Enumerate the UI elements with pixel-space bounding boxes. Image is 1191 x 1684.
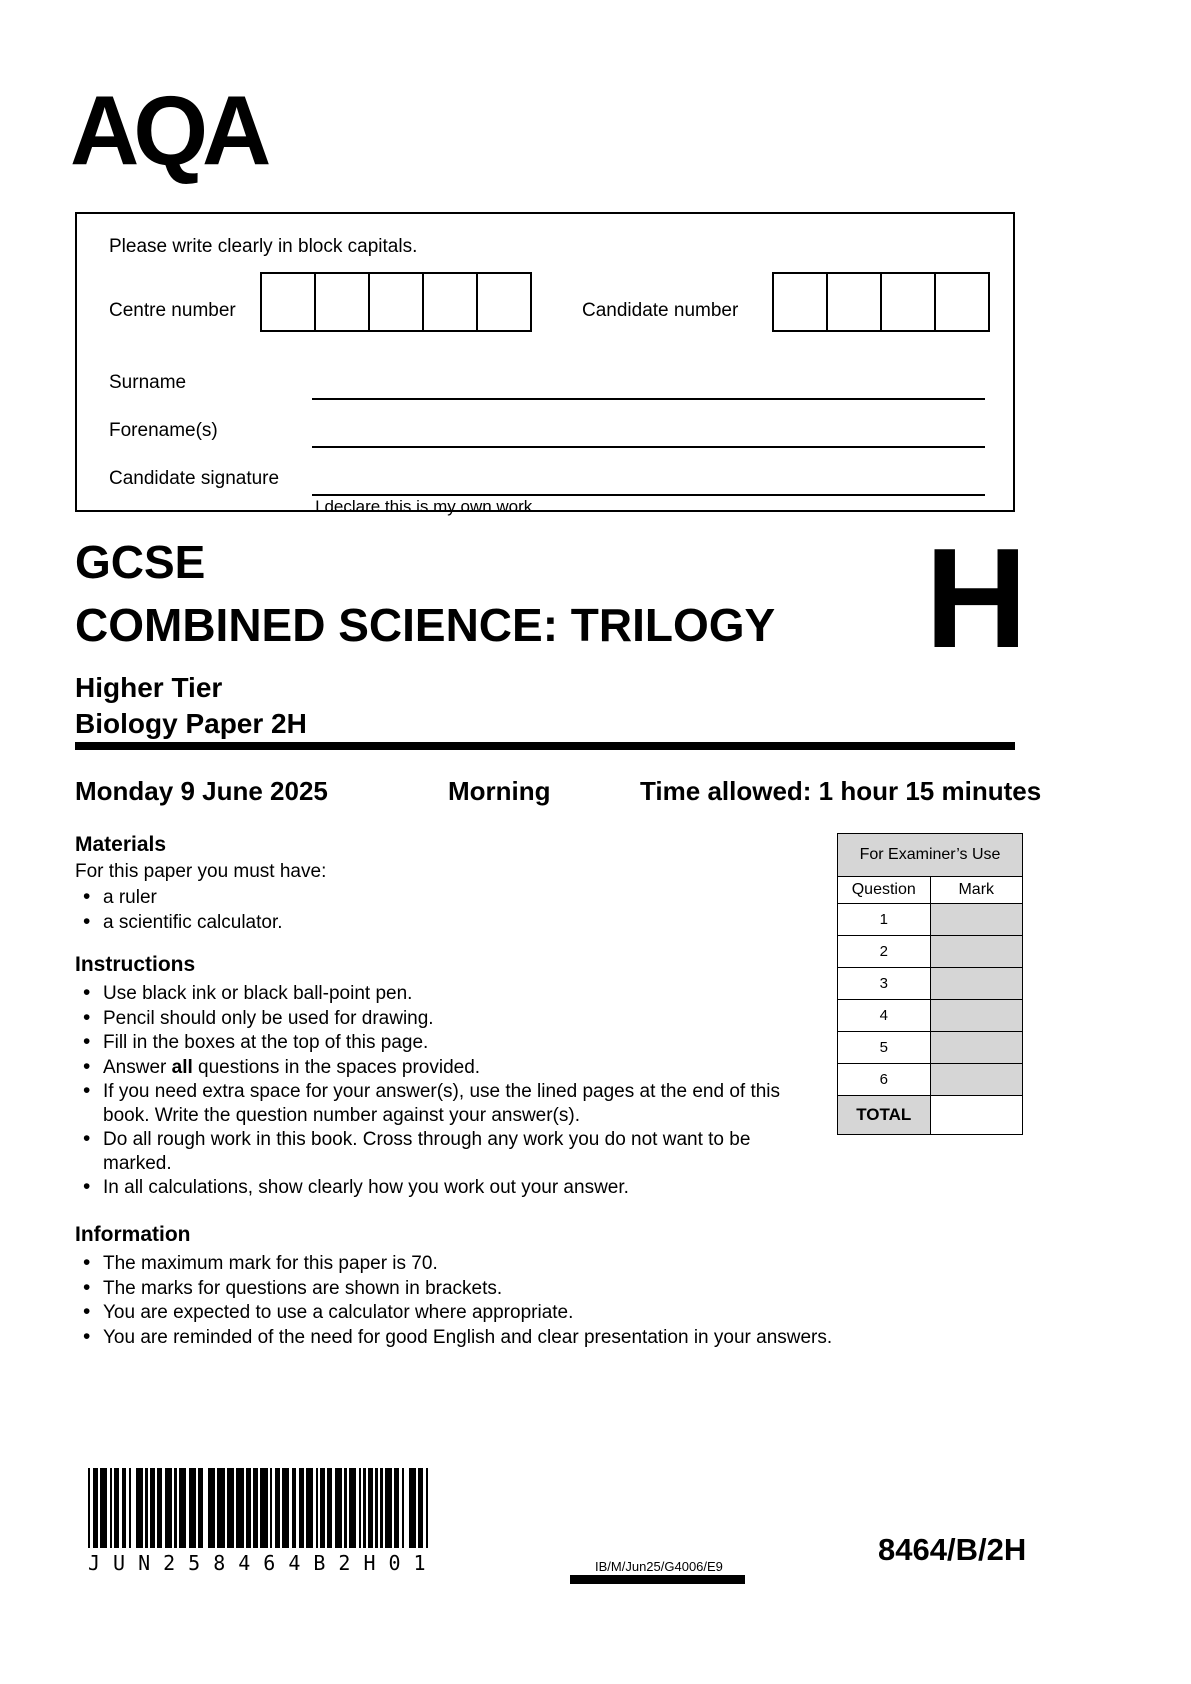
- surname-label: Surname: [109, 372, 187, 393]
- declaration-text: I declare this is my own work.: [315, 497, 538, 516]
- question-column-header: Question: [838, 877, 931, 904]
- examiner-table: [837, 833, 1023, 1135]
- tier-label: Higher Tier: [75, 672, 223, 703]
- reference-code: IB/M/Jun25/G4006/E9: [595, 1559, 723, 1574]
- bullet-item: • Do all rough work in this book. Cross through any work you do not want to be marked.: [82, 1128, 806, 1175]
- centre-number-cell[interactable]: [260, 272, 316, 332]
- mark-cell: [930, 904, 1023, 936]
- materials-intro: For this paper you must have:: [75, 861, 327, 882]
- exam-session: Morning: [448, 776, 551, 806]
- bullet-item: • Fill in the boxes at the top of this page.: [82, 1031, 806, 1055]
- examiner-total-row: [838, 1096, 1023, 1135]
- candidate-details-box: [75, 212, 1015, 516]
- centre-number-input[interactable]: [260, 272, 532, 332]
- bullet-item: • Use black ink or black ball-point pen.: [82, 982, 806, 1006]
- examiner-table-title: For Examiner’s Use: [838, 834, 1023, 877]
- centre-number-cell[interactable]: [422, 272, 478, 332]
- bullet-item: • If you need extra space for your answer(s), use the lined pages at the end of this book. Write the question number against your answer(s).: [82, 1080, 806, 1127]
- paper-name: Biology Paper 2H: [75, 708, 307, 739]
- candidate-number-label: Candidate number: [582, 300, 739, 321]
- exam-date: Monday 9 June 2025: [75, 776, 328, 806]
- examiner-table-row: [838, 1032, 1023, 1064]
- centre-number-cell[interactable]: [476, 272, 532, 332]
- qualification-title: GCSE: [75, 536, 206, 588]
- centre-number-label: Centre number: [109, 300, 236, 321]
- question-number-cell: 2: [838, 936, 931, 968]
- examiner-table-row: [838, 1000, 1023, 1032]
- bullet-item: • The maximum mark for this paper is 70.: [82, 1252, 962, 1276]
- bullet-item: • Answer all questions in the spaces provided.: [82, 1056, 806, 1080]
- candidate-number-cell[interactable]: [880, 272, 936, 332]
- question-number-cell: 3: [838, 968, 931, 1000]
- centre-number-cell[interactable]: [314, 272, 370, 332]
- bullet-item: • You are expected to use a calculator where appropriate.: [82, 1301, 962, 1325]
- examiner-table-row: [838, 1064, 1023, 1096]
- total-mark-cell: [930, 1096, 1023, 1135]
- mark-cell: [930, 936, 1023, 968]
- instructions-list: [82, 982, 806, 1201]
- mark-column-header: Mark: [930, 877, 1023, 904]
- barcode-text: JUN258464B2H01: [88, 1551, 439, 1575]
- question-number-cell: 1: [838, 904, 931, 936]
- time-allowed: Time allowed: 1 hour 15 minutes: [640, 776, 1042, 806]
- barcode: [88, 1468, 439, 1575]
- candidate-number-cell[interactable]: [772, 272, 828, 332]
- title-rule: [75, 742, 1015, 750]
- question-number-cell: 4: [838, 1000, 931, 1032]
- information-heading: Information: [75, 1223, 191, 1246]
- paper-code: 8464/B/2H: [878, 1532, 1027, 1567]
- materials-list: [82, 886, 682, 935]
- total-label: TOTAL: [838, 1096, 931, 1135]
- candidate-number-input[interactable]: [772, 272, 990, 332]
- candidate-number-cell[interactable]: [826, 272, 882, 332]
- subject-title: COMBINED SCIENCE: TRILOGY: [75, 599, 776, 651]
- examiner-table-row: [838, 904, 1023, 936]
- mark-cell: [930, 1032, 1023, 1064]
- signature-label: Candidate signature: [109, 468, 280, 489]
- barcode-bars: [88, 1468, 439, 1548]
- candidate-number-cell[interactable]: [934, 272, 990, 332]
- bullet-item: • Pencil should only be used for drawing.: [82, 1007, 806, 1031]
- forenames-input[interactable]: [312, 420, 985, 448]
- question-number-cell: 6: [838, 1064, 931, 1096]
- instructions-heading: Instructions: [75, 953, 196, 976]
- mark-cell: [930, 1064, 1023, 1096]
- bullet-item: • a ruler: [82, 886, 682, 910]
- bullet-item: • In all calculations, show clearly how you work out your answer.: [82, 1176, 806, 1200]
- aqa-logo: AQA: [70, 76, 266, 187]
- forenames-label: Forename(s): [109, 420, 218, 441]
- bullet-item: • The marks for questions are shown in brackets.: [82, 1277, 962, 1301]
- footer-bar: [570, 1575, 745, 1584]
- examiner-table-body: [838, 904, 1023, 1096]
- examiner-table-row: [838, 968, 1023, 1000]
- materials-heading: Materials: [75, 833, 167, 856]
- mark-cell: [930, 1000, 1023, 1032]
- signature-input[interactable]: [312, 468, 985, 496]
- information-list: [82, 1252, 962, 1350]
- bullet-item: • You are reminded of the need for good English and clear presentation in your answers.: [82, 1326, 962, 1350]
- mark-cell: [930, 968, 1023, 1000]
- examiner-table-row: [838, 936, 1023, 968]
- bullet-item: • a scientific calculator.: [82, 911, 682, 935]
- tier-letter: H: [925, 519, 1028, 678]
- block-capitals-instruction: Please write clearly in block capitals.: [109, 236, 418, 257]
- question-number-cell: 5: [838, 1032, 931, 1064]
- surname-input[interactable]: [312, 372, 985, 400]
- centre-number-cell[interactable]: [368, 272, 424, 332]
